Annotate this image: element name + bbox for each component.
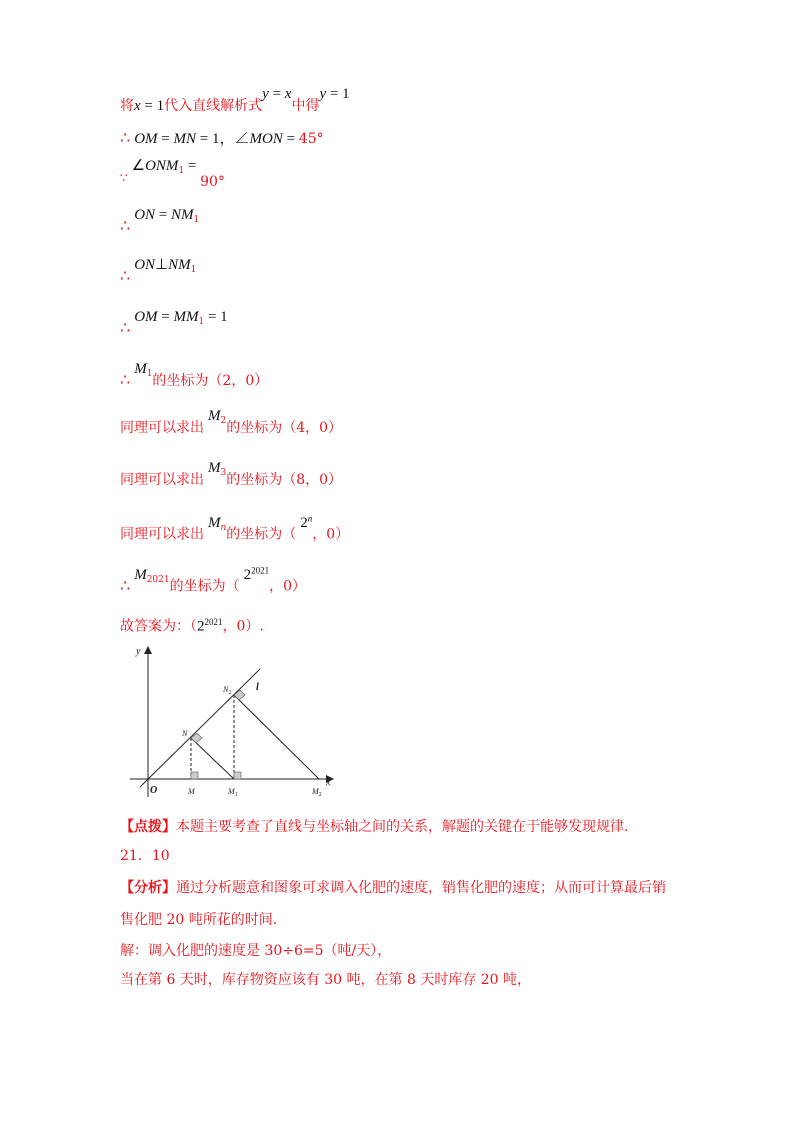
math-var: M [134,361,147,377]
math-var: x [284,86,292,102]
math-expr: = 1 [140,98,165,114]
math-var: y [262,86,269,102]
text: 故答案为：（ [120,618,197,635]
point-m2-label: $M_2$ [312,787,322,798]
text: 中得 [291,98,320,114]
subscript: 2021 [146,574,170,585]
text: 同理可以求出 [120,420,204,436]
math-expr: = [157,309,174,325]
right-angle-mark [234,772,241,779]
line-l-label: l [256,682,259,693]
dianbo-line [120,817,628,837]
text: ，0） [312,526,350,543]
fenxi-tag: 【分析】 [120,880,176,896]
fenxi-line-2: 售化肥 20 吨所花的时间. [120,912,278,928]
math-var: ONM [145,158,179,174]
math-var: M [208,408,221,424]
angle-value: 90° [200,174,225,190]
text: 将 [120,98,134,114]
subscript: n [220,522,227,533]
therefore-symbol: ∴ [120,318,131,337]
coordinate-text: 的坐标为（4，0） [226,420,343,436]
math-expr: = [282,131,299,147]
math-var: MM [173,309,199,325]
point-m1-label: $M_1$ [228,787,238,798]
math-expr: 2 [300,514,308,531]
solution-line-5 [120,257,197,292]
superscript: 2021 [251,565,270,575]
solution-line-7 [120,361,269,396]
math-expr: = [155,207,171,223]
text: ，0） [269,578,307,595]
math-var: y [319,86,327,102]
text: 的坐标为（ [169,578,240,595]
solution-rate-line: 解：调入化肥的速度是 30÷6=5（吨/天）， [120,943,392,959]
right-angle-mark [191,772,198,779]
math-var: NM [168,257,191,273]
because-symbol: ∵ [120,171,128,185]
superscript: n [307,513,313,523]
segment-n2-m2 [234,695,319,779]
math-expr: 2 [197,618,205,635]
fenxi-line-1 [120,878,666,898]
therefore-symbol: ∴ [120,370,131,389]
math-expr: = [184,158,201,174]
x-axis-label: x [326,777,331,788]
y-axis-label: y [136,646,141,657]
subscript: 1 [178,166,185,176]
math-var: M [134,566,147,583]
math-expr: = [157,131,174,147]
subscript: 1 [193,215,200,225]
text: 同理可以求出 [120,526,204,543]
text: ，0）. [222,618,264,635]
solution-line-2 [120,128,324,149]
dianbo-text: 本题主要考查了直线与坐标轴之间的关系，解题的关键在于能够发现规律. [176,819,629,835]
math-var: OM [134,309,158,325]
math-var: x [134,98,141,114]
math-expr: = 1 [204,309,228,325]
point-m-label: M [188,787,195,796]
angle-symbol: ∠ [234,131,250,147]
fenxi-text: 通过分析题意和图象可求调入化肥的速度，销售化肥的速度；从而可计算最后销 [176,880,666,896]
math-expr: = 1 [326,86,350,102]
solution-line-4 [120,207,200,242]
right-angle-mark [191,733,202,743]
angle-value: 45° [298,131,324,147]
solution-line-8 [120,408,343,443]
origin-label: O [150,785,158,796]
point-n2-label: $N_2$ [223,685,232,696]
solution-line-9 [120,460,343,495]
point-n-label: N [182,729,188,738]
subscript: 1 [190,265,197,275]
solution-line-10 [120,513,350,550]
math-var: M [208,514,221,531]
coordinate-text: 的坐标为（8，0） [226,472,343,488]
solution-line-1 [120,86,350,116]
math-var: OM [134,131,158,147]
text: 的坐标为（ [226,526,297,543]
text: 同理可以求出 [120,472,204,488]
therefore-symbol: ∴ [120,575,131,595]
dianbo-tag: 【点拨】 [120,819,176,835]
math-var: MN [173,131,196,147]
therefore-symbol: ∴ [120,216,131,235]
solution-stock-line: 当在第 6 天时，库存物资应该有 30 吨，在第 8 天时库存 20 吨， [120,972,532,988]
line-l [140,669,260,787]
solution-line-3 [120,158,225,193]
math-var: MON [249,131,283,147]
coordinate-text: 的坐标为（2，0） [152,373,269,389]
math-var: ON [134,207,156,223]
math-var: M [208,460,221,476]
solution-line-6 [120,309,228,344]
math-var: ON [134,257,156,273]
subscript: 3 [220,468,227,478]
text: 代入直线解析式 [164,98,263,114]
subscript: 2 [220,416,227,426]
math-expr: = [268,86,285,102]
solution-line-11 [120,565,307,602]
subscript: 1 [146,369,153,379]
therefore-symbol: ∴ [120,128,131,147]
question-number: 21．10 [120,848,170,864]
coordinate-figure [126,642,346,802]
subscript: 1 [198,317,205,327]
math-expr: 2 [243,566,252,583]
answer-line [120,612,264,637]
math-expr: = 1， [195,131,235,147]
superscript: 2021 [204,617,223,627]
angle-symbol: ∠ [131,158,146,174]
perpendicular-symbol: ⊥ [155,257,169,273]
math-var: NM [171,207,194,223]
right-angle-mark [234,690,245,700]
therefore-symbol: ∴ [120,266,131,285]
